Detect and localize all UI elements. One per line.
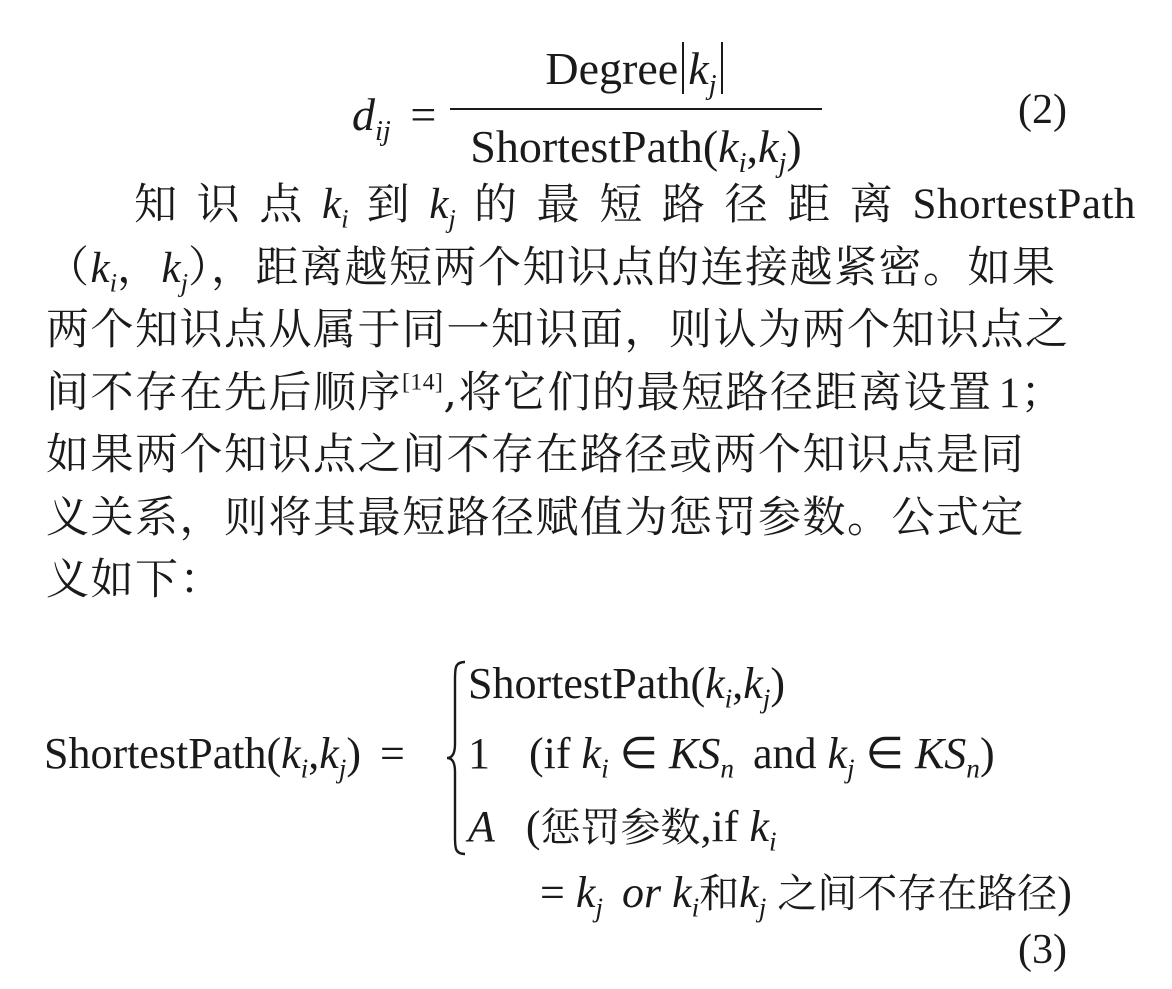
inline-k-j: $k_j$	[429, 181, 456, 234]
numerator-degree: Degree	[545, 43, 679, 94]
char: 路	[661, 180, 707, 230]
var-d: d	[352, 89, 375, 140]
case3-var1: k	[749, 802, 769, 851]
inline-sub: j	[180, 266, 188, 297]
case1-var1: k	[705, 659, 725, 708]
lhs-close: )	[346, 729, 361, 778]
case2-sub2: j	[847, 753, 855, 784]
lhs-sep: ,	[308, 729, 320, 778]
lhs-var2: k	[319, 729, 339, 778]
numerator	[450, 42, 822, 101]
case2-setsub2: n	[966, 753, 980, 784]
case4-or: or	[621, 868, 662, 917]
line-4-text-b: ,将它们的最短路径距离设置	[443, 367, 993, 418]
char: 识	[196, 180, 242, 230]
case4-and: 和	[699, 871, 740, 917]
fraction-bar	[450, 108, 822, 110]
semicolon: ；	[1020, 367, 1066, 418]
equals-sign: =	[410, 89, 437, 140]
para-line-3: 两个知识点从属于同一知识面，则认为两个知识点之	[46, 305, 1070, 355]
para-line-2	[46, 237, 1136, 300]
case2-var1: k	[581, 729, 602, 778]
sub-ij: ij	[375, 115, 391, 147]
case4-var1: k	[575, 868, 596, 917]
case3-if: ,if	[700, 802, 739, 851]
den-var1: k	[718, 121, 739, 172]
shortestpath-term: ShortestPath	[912, 181, 1136, 228]
case-row-3	[468, 796, 777, 857]
den-sep: ,	[746, 121, 759, 172]
case2-close: )	[979, 729, 995, 778]
char: 离	[849, 180, 895, 230]
case4-eq: =	[540, 868, 565, 917]
lhs-func: ShortestPath(	[44, 729, 282, 778]
case2-set2: KS	[914, 729, 967, 778]
numerator-var: k	[688, 43, 709, 94]
body-paragraph	[46, 174, 1136, 612]
den-sub2: j	[778, 147, 787, 179]
inline-k-i: $k_i$	[321, 181, 349, 234]
sep: ，	[117, 242, 162, 293]
den-sub1: i	[738, 147, 747, 179]
line-2-text: ），距离越短两个知识点的连接越紧密。如果	[188, 242, 1057, 293]
case2-value: 1	[468, 729, 490, 778]
case1-sep: ,	[732, 659, 744, 708]
para-line-5: 如果两个知识点之间不存在路径或两个知识点是同	[46, 430, 1025, 480]
case2-and: and	[752, 729, 817, 778]
case1-sub2: j	[762, 683, 771, 714]
left-brace	[446, 660, 466, 856]
lhs-var1: k	[281, 729, 301, 778]
case2-if: (if	[529, 729, 571, 778]
char: 最	[536, 180, 582, 230]
case-row-1	[468, 658, 785, 714]
char: 点	[259, 180, 304, 230]
abs-bar-left	[682, 42, 684, 94]
case2-var2: k	[827, 729, 848, 778]
case-row-3-continued	[540, 862, 1072, 923]
char: 距	[787, 180, 832, 230]
case1-func: ShortestPath(	[468, 659, 706, 708]
case2-setsub1: n	[720, 753, 734, 784]
abs-bar-right	[721, 42, 723, 94]
inline-sub: i	[109, 266, 117, 297]
inline-var: k	[90, 244, 110, 292]
denominator-func: ShortestPath(	[470, 121, 719, 172]
case3-value: A	[468, 802, 495, 851]
equation-3	[0, 650, 1172, 973]
case3-open: (	[525, 802, 541, 851]
element-of-symbol: ∈	[865, 729, 904, 778]
den-var2: k	[758, 121, 779, 172]
case4-rest: 之间不存在路径	[777, 871, 1058, 917]
case4-close: )	[1057, 868, 1072, 917]
case1-var2: k	[743, 659, 763, 708]
para-line-6: 义关系，则将其最短路径赋值为惩罚参数。公式定	[46, 492, 1025, 543]
para-line-7: 义如下：	[46, 555, 224, 605]
case3-sub1: i	[768, 826, 777, 857]
equation-2-number: (2)	[1018, 87, 1067, 133]
case4-var2: k	[672, 868, 692, 917]
char: 径	[724, 180, 770, 230]
char: 短	[599, 180, 644, 230]
case1-sub1: i	[724, 683, 733, 714]
case2-set1: KS	[668, 729, 721, 778]
element-of-symbol: ∈	[619, 729, 658, 778]
char: 知	[134, 180, 179, 230]
para-line-4	[46, 362, 1136, 425]
inline-var: k	[161, 244, 181, 292]
lhs-sub1: i	[300, 753, 309, 784]
case4-var3: k	[739, 868, 759, 917]
para-line-1	[46, 174, 1136, 237]
den-close: )	[786, 121, 802, 172]
value-one: 1	[998, 369, 1021, 417]
equation-2-lhs	[352, 88, 437, 147]
citation-ref[interactable]: [14]	[402, 368, 444, 395]
lhs-sub2: j	[338, 753, 347, 784]
case-row-2	[468, 728, 995, 784]
case1-close: )	[770, 659, 785, 708]
denominator	[450, 120, 822, 179]
case4-sub1: j	[595, 892, 603, 923]
equation-3-lhs	[44, 728, 405, 784]
paren-open: （	[46, 242, 91, 293]
numerator-sub: j	[708, 69, 717, 101]
case4-sub3: j	[758, 892, 767, 923]
case2-sub1: i	[601, 753, 609, 784]
equals-sign: =	[379, 729, 405, 778]
line-4-text: 间不存在先后顺序	[46, 367, 402, 418]
char: 的	[473, 180, 519, 230]
case4-sub2: i	[691, 892, 700, 923]
case3-label: 惩罚参数	[540, 805, 701, 851]
char: 到	[366, 180, 412, 230]
equation-3-number: (3)	[1018, 927, 1067, 973]
